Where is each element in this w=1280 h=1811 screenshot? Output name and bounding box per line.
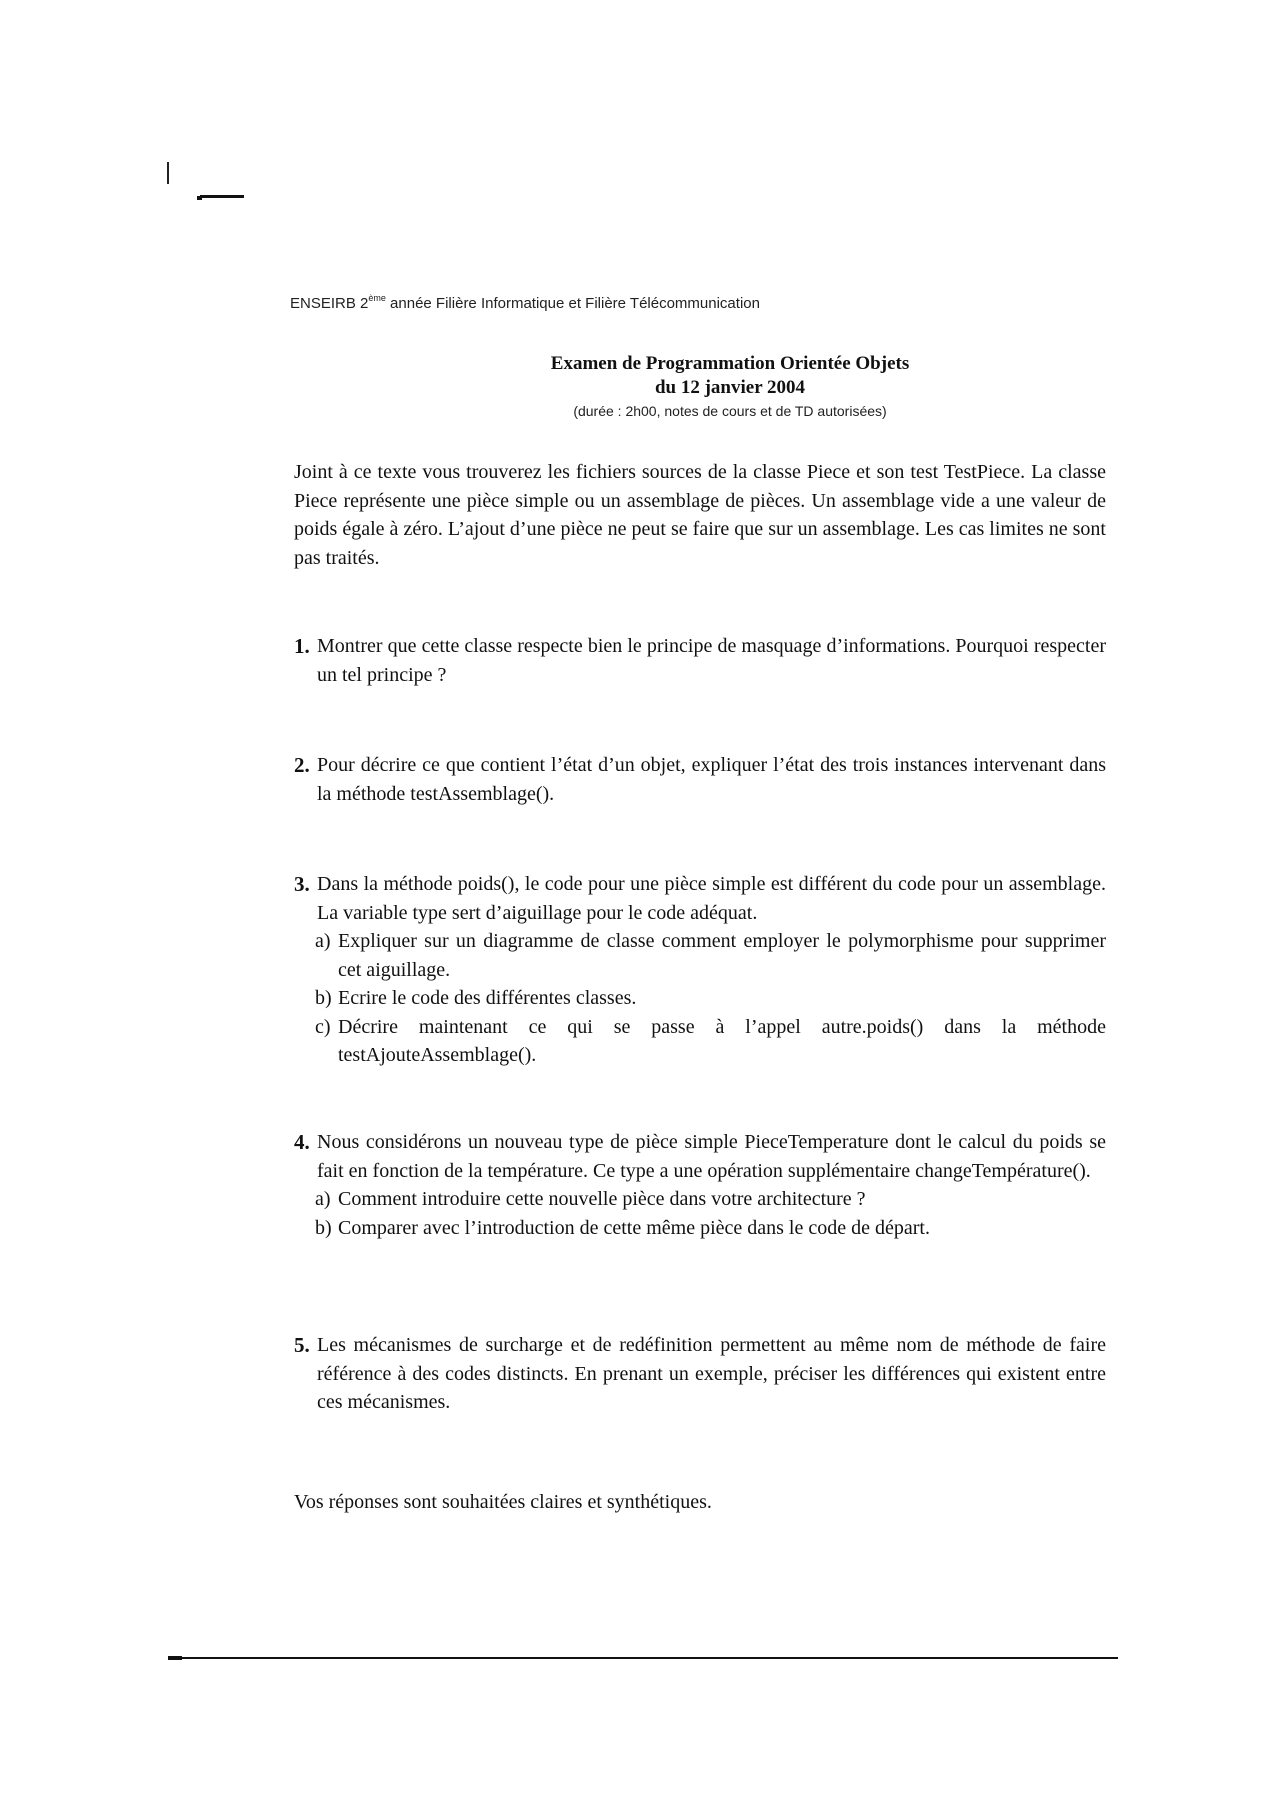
question-number: 2. (294, 753, 310, 777)
exam-title-block (290, 352, 1170, 422)
sub-question-text: Ecrire le code des différentes classes. (338, 987, 637, 1009)
sub-question-text: Décrire maintenant ce qui se passe à l’appel autre.poids() dans la méthode testAjouteAssemblage(). (338, 1015, 1106, 1066)
header-school: ENSEIRB 2 (290, 295, 369, 312)
sub-question (315, 927, 1106, 984)
question-number: 4. (294, 1130, 310, 1154)
sub-question (315, 1185, 1106, 1214)
sub-question-label: a) (315, 1188, 331, 1210)
sub-question (315, 1013, 1106, 1070)
sub-question (315, 1214, 1106, 1243)
sub-question-list (315, 1185, 1106, 1242)
bottom-rule (168, 1657, 1118, 1659)
intro-paragraph: Joint à ce texte vous trouverez les fichiers sources de la classe Piece et son test TestPiece. La classe Piece représente une pièce simple ou un assemblage de pièces. Un assemblage vide a une valeur de poids égale à zéro. L’ajout d’une pièce ne peut se faire que sur un assemblage. Les cas limites ne sont pas traités. (294, 461, 1106, 569)
sub-question-label: b) (315, 1216, 332, 1239)
header-superscript: ème (368, 293, 386, 303)
question-2 (294, 751, 1106, 808)
sub-question-text: Comment introduire cette nouvelle pièce dans votre architecture ? (338, 1188, 866, 1210)
sub-question-list (315, 927, 1106, 1070)
sub-question-label: a) (315, 930, 331, 952)
header-line (290, 293, 760, 312)
exam-conditions: (durée : 2h00, notes de cours et de TD autorisées) (573, 403, 887, 419)
question-text: Les mécanismes de surcharge et de redéfinition permettent au même nom de méthode de faire référence à des codes distincts. En prenant un exemple, préciser les différences qui existent entre ces mécanismes. (317, 1334, 1106, 1413)
question-3 (294, 870, 1106, 1070)
closing-remark: Vos réponses sont souhaitées claires et synthétiques. (294, 1491, 712, 1513)
question-number: 3. (294, 872, 310, 896)
question-4 (294, 1128, 1106, 1242)
question-number: 5. (294, 1333, 310, 1357)
sub-question-label: b) (315, 987, 332, 1009)
exam-date: du 12 janvier 2004 (654, 377, 806, 398)
sub-question (315, 984, 1106, 1013)
question-text: Montrer que cette classe respecte bien le principe de masquage d’informations. Pourquoi respecter un tel principe ? (317, 635, 1106, 686)
question-text: Nous considérons un nouveau type de pièce simple PieceTemperature dont le calcul du poids se fait en fonction de la température. Ce type a une opération supplémentaire changeTempérature(). (317, 1131, 1106, 1182)
sub-question-label: c) (315, 1015, 331, 1038)
question-number: 1. (294, 634, 310, 658)
question-text: Dans la méthode poids(), le code pour une pièce simple est différent du code pour un assemblage. La variable type sert d’aiguillage pour le code adéquat. (317, 873, 1106, 924)
question-5 (294, 1331, 1106, 1417)
sub-question-text: Comparer avec l’introduction de cette même pièce dans le code de départ. (338, 1216, 930, 1239)
scan-mark-vertical (167, 162, 169, 184)
sub-question-text: Expliquer sur un diagramme de classe comment employer le polymorphisme pour supprimer cet aiguillage. (338, 930, 1106, 981)
header-program: année Filière Informatique et Filière Télécommunication (385, 295, 760, 312)
question-1 (294, 632, 1106, 689)
exam-title: Examen de Programmation Orientée Objets (550, 353, 910, 374)
question-text: Pour décrire ce que contient l’état d’un objet, expliquer l’état des trois instances intervenant dans la méthode testAssemblage(). (317, 754, 1106, 805)
scan-mark-dash (200, 195, 244, 198)
